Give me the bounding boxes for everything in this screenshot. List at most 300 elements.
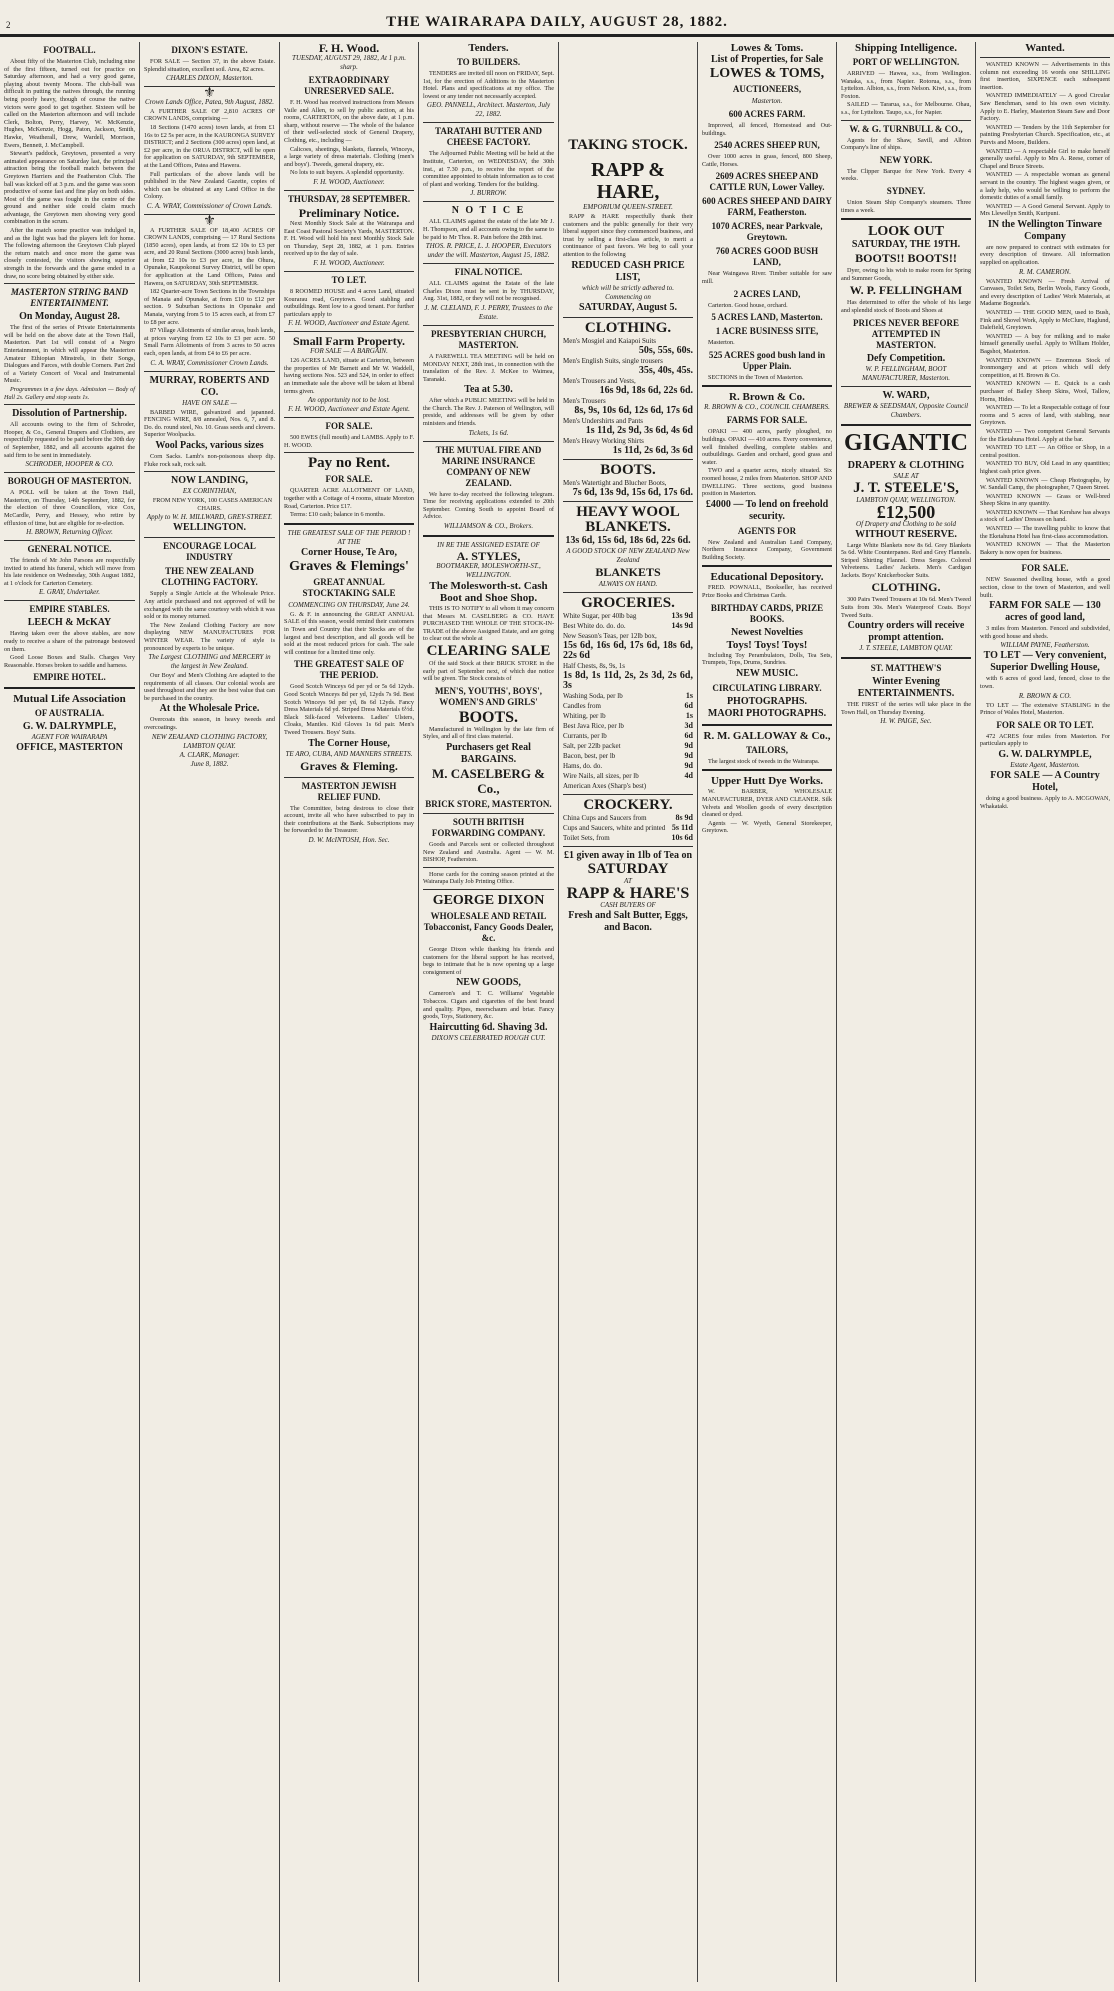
property-2: 2540 ACRES SHEEP RUN, xyxy=(714,140,820,151)
entertainments-signature: H. W. PAIGE, Sec. xyxy=(880,717,932,726)
new-goods: NEW GOODS, xyxy=(456,977,521,989)
crockery-heading: CROCKERY. xyxy=(583,796,673,813)
final-notice-text: ALL CLAIMS against the Estate of the late Charles Dixon must be sent in by THURSDAY, Aug. 31st, 1882, or they will not be recognised. xyxy=(423,280,554,303)
gigantic-heading: GIGANTIC xyxy=(843,429,969,456)
for-sale-heading: FOR SALE. xyxy=(1021,563,1069,574)
price-item: Wire Nails, all sizes, per lb xyxy=(563,771,639,780)
dalrymple-name: G. W. DALRYMPLE, xyxy=(22,721,117,733)
small-farm-opportunity: An opportunity not to be lost. xyxy=(307,396,391,405)
toys-heading: Toys! Toys! Toys! xyxy=(726,638,808,651)
dissolution-signature: SCHRODER, HOOPER & CO. xyxy=(25,460,114,469)
george-dixon-text: George Dixon while thanking his friends and customers for the liberal support he has received, begs to intimate that he is now opening up a large consignment of xyxy=(423,945,554,976)
price-row xyxy=(563,823,693,833)
price-value: 3d xyxy=(684,720,693,730)
column-4 xyxy=(419,42,558,1982)
price-row xyxy=(563,741,693,751)
property-3: 2609 ACRES SHEEP AND CATTLE RUN, Lower Valley. xyxy=(709,171,825,193)
boots-price-list xyxy=(563,478,693,498)
price-item: White Sugar, per 40lb bag xyxy=(563,611,637,620)
graves-fleming-2: Graves & Fleming. xyxy=(300,758,398,773)
divider xyxy=(841,386,971,387)
divider xyxy=(423,263,554,264)
heavy-wool-text: A GOOD STOCK OF NEW ZEALAND New Zealand xyxy=(566,546,690,564)
newest-novelties: Newest Novelties xyxy=(731,626,803,638)
small-farm-signature: F. H. WOOD, Auctioneer and Estate Agent. xyxy=(288,405,410,414)
nz-clothing-text: Supply a Single Article at the Wholesale Price. Any article purchased and not approved of will be exchanged with the same courtesy with which it was sold or its money returned. xyxy=(144,590,275,621)
crown-lands-text-2: Full particulars of the above lands will be published in the New Zealand Gazette, copies of which can be obtained at any Land Office in the Colony. xyxy=(144,170,275,201)
preliminary-heading: Preliminary Notice. xyxy=(298,205,400,220)
empire-hotel: EMPIRE HOTEL. xyxy=(33,672,106,683)
price-row xyxy=(563,611,693,621)
fh-wood-tail: No lots to suit buyers. A splendid opportunity. xyxy=(290,169,404,177)
birthday-cards: BIRTHDAY CARDS, PRIZE BOOKS. xyxy=(710,602,824,624)
wanted-5: WANTED — A respectable woman as general servant in the country. The highest wages given, or a lady help, who would be willing to perform the domestic duties of a small family. xyxy=(980,171,1110,202)
crown-lands-2-text-3: 87 Village Allotments of similar areas, bush lands, at prices varying from £2 10s to £3 per acre. 50 Small Farm Allotments of from 3 acres to 50 acres each, open lands, at from £4 to £6 per acre. xyxy=(144,327,275,357)
payne-signature: WILLIAM PAYNE, Featherston. xyxy=(1000,641,1090,650)
price-row xyxy=(563,386,693,396)
price-value: 16s 9d, 18s 6d, 22s 6d. xyxy=(599,384,693,396)
crown-lands-2-text: A FURTHER SALE OF 18,400 ACRES OF CROWN LANDS, comprising — 17 Rural Sections (1850 acres), open lands, at from £2 10s to £3 per acre, and 20 Rural Sections (3000 acres) bush lands, at from £2 10s to £3 per acre, in the Ohura, Opunake, Kaupokonui Survey District, will be open for application at the Land Offices, Patea and Hawera, on SATURDAY, 30th SEPTEMBER. xyxy=(144,226,275,287)
string-band-heading: MASTERTON STRING BAND ENTERTAINMENT. xyxy=(10,287,129,309)
divider xyxy=(144,471,275,472)
price-value: 6d xyxy=(684,700,693,710)
price-row xyxy=(563,621,693,631)
wanted-10: WANTED KNOWN — Enormous Stock of Ironmongery and at prices which will defy competition, at H. Brown & Co. xyxy=(980,356,1110,379)
final-notice-signature: J. M. CLELAND, F. J. PERRY, Trustees to the Estate. xyxy=(424,303,553,321)
price-value: 8s 9d xyxy=(675,812,693,822)
price-row xyxy=(563,751,693,761)
property-10: 525 ACRES good bush land in Upper Plain. xyxy=(708,349,826,371)
entertainments-text: THE FIRST of the series will take place in the Town Hall, on Thursday Evening. xyxy=(841,701,971,716)
tea-text: After which a PUBLIC MEETING will be held in the Church. The Rev. J. Paterson of Wellington, will preside, and addresses will be given by other ministers and friends. xyxy=(423,397,554,428)
dissolution-text: All accounts owing to the firm of Schroder, Hooper, & Co., General Drapers and Clothiers, are respectfully requested to be paid before the 30th day of September, 1882, and all accounts against the said firm to be sent in immediately. xyxy=(4,421,135,459)
divider xyxy=(423,813,554,814)
ward-heading: W. WARD, xyxy=(882,389,930,401)
crown-lands-signature: C. A. WRAY, Commissioner of Crown Lands. xyxy=(146,201,273,210)
prices-never: PRICES NEVER BEFORE ATTEMPTED IN MASTERTON. xyxy=(852,317,960,350)
divider xyxy=(563,501,693,502)
leech-mckay: LEECH & McKAY xyxy=(27,617,112,629)
styles-name: A. STYLES, xyxy=(456,549,521,564)
pay-no-rent-text: QUARTER ACRE ALLOTMENT OF LAND, together with a Cottage of 4 rooms, situate Moreton Road, Carterton. Price £17. xyxy=(284,487,414,510)
property-10-text: SECTIONS in the Town of Masterton. xyxy=(708,373,804,381)
dixon-estate-signature: CHARLES DIXON, Masterton. xyxy=(165,74,254,83)
rapp-hare-2: RAPP & HARE'S xyxy=(566,884,690,902)
wellington-tinware: IN the Wellington Tinware Company xyxy=(987,218,1102,242)
price-item: Whiting, per lb xyxy=(563,711,606,720)
price-item: Bacon, best, per lb xyxy=(563,751,616,760)
crest-icon: ⚜ xyxy=(203,213,216,229)
wanted-3: WANTED — Tenders by the 11th September for painting Presbyterian Church. Specification, etc., at Purvis and Moore, Builders. xyxy=(980,123,1110,146)
country-orders: Country orders will receive prompt attention. xyxy=(847,620,965,644)
upper-hutt-heading: Upper Hutt Dye Works. xyxy=(710,775,824,788)
divider xyxy=(423,441,554,442)
price-value: 7s 6d, 13s 9d, 15s 6d, 17s 6d. xyxy=(572,486,693,498)
nz-clothing-big: The Largest CLOTHING and MERCERY in the largest in New Zealand. xyxy=(148,653,271,671)
turnbull-heading: W. & G. TURNBULL & CO., xyxy=(849,123,963,134)
graves-date: COMMENCING ON THURSDAY, June 24. xyxy=(288,600,410,609)
fellingham-text: Has determined to offer the whole of his large and splendid stock of Boots and Shoes at xyxy=(841,299,971,314)
price-item: China Cups and Saucers from xyxy=(563,813,647,822)
price-value: 1s xyxy=(685,710,693,720)
caselberg-sub: BRICK STORE, MASTERTON. xyxy=(425,798,552,809)
boots-head: MEN'S, YOUTHS', BOYS', WOMEN'S AND GIRLS' xyxy=(435,685,542,707)
saturday-date: SATURDAY, August 5. xyxy=(579,301,677,313)
fh-wood-text: F. H. Wood has received instructions from Messrs Vaile and Allen, to sell by public auction, at his rooms, CARTERTON, on the above date, at 1 p.m. sharp, without reserve — The whole of the balance of their well-selected stock of General Drapery, Clothing, etc., including — xyxy=(284,99,414,144)
mutual-fire-text: We have to-day received the following telegram. Time for receiving applications extended to 20th September. Coming South to appoint Board of Advice. xyxy=(423,490,554,521)
price-value: 15s 6d, 16s 6d, 17s 6d, 18s 6d, 22s 6d xyxy=(563,639,693,661)
tailors-label: TAILORS, xyxy=(745,744,789,755)
divider xyxy=(563,459,693,460)
price-row xyxy=(563,406,693,416)
property-2-text: Over 1000 acres in grass, fenced, 800 Sheep, Cattle, Horses. xyxy=(702,153,832,168)
mutual-fire-heading: THE MUTUAL FIRE AND MARINE INSURANCE COMPANY OF NEW ZEALAND. xyxy=(435,444,542,488)
divider xyxy=(144,537,275,538)
price-value: 4d xyxy=(684,770,693,780)
price-row xyxy=(563,346,693,356)
football-text-3: After the match some practice was indulged in, and as the light was bad the players left for home. The following afternoon the Greytown Club played the return match and once more the game was closely contested, the visitors showing superior strength in the forwards and the game ended in a draw, no score being obtained by either side. xyxy=(4,227,135,280)
price-value: 9d xyxy=(684,760,693,770)
cash-buyers: CASH BUYERS OF xyxy=(600,900,656,909)
library: CIRCULATING LIBRARY. xyxy=(712,682,822,693)
divider xyxy=(423,535,554,537)
farms-heading: FARMS FOR SALE. xyxy=(726,415,808,426)
crockery-price-list xyxy=(563,813,693,843)
wanted-20: WANTED KNOWN — That the Masterton Bakery is now open for business. xyxy=(980,541,1110,556)
boots-shout: BOOTS!! BOOTS!! xyxy=(855,251,957,266)
presbyterian-text: A FAREWELL TEA MEETING will be held on MONDAY NEXT, 28th inst., in connection with the translation of the Rev. J. McKee to Waimea, Taranaki. xyxy=(423,352,554,383)
nz-clothing-text-3: Our Boys' and Men's Clothing Are adapted to the requirements of all classes. Our colonial wools are used throughout and they are the best value that can be purchased in the country. xyxy=(144,672,275,702)
price-item: Men's Mosgiel and Kaiapoi Suits xyxy=(563,336,657,345)
borough-text: A POLL will be taken at the Town Hall, Masterton, on Thursday, 14th September, 1882, for the election of three Councillors, vice Cox, McCardle, Perry, and Hessey, who retire by effluxion of time, but are eligible for re-election. xyxy=(4,489,135,527)
tenders-signature: GEO. PANNELL, Architect. Masterton, July 22, 1882. xyxy=(426,101,551,119)
winter-evening: Winter Evening xyxy=(872,676,940,688)
price-item: Currants, per lb xyxy=(563,731,607,740)
blankets-heading: BLANKETS xyxy=(595,564,661,579)
murray-text: BARBED WIRE, galvanized and japanned. FENCING WIRE, 8/8 annealed, Nos. 6, 7, and 8. Do. do. round steel, No. 10. Grass seeds and clovers. Superior Woolpacks. xyxy=(144,408,275,439)
price-value: 1s 11d, 2s 6d, 3s 6d xyxy=(612,444,693,456)
sale-or-let-heading: FOR SALE OR TO LET. xyxy=(996,719,1094,730)
george-dixon-sub: WHOLESALE AND RETAIL Tobacconist, Fancy Goods Dealer, &c. xyxy=(423,910,554,943)
empire-stables-heading: EMPIRE STABLES. xyxy=(29,604,110,615)
price-item: Toilet Sets, from xyxy=(563,833,610,842)
wanted-6: WANTED — A Good General Servant. Apply to Mrs Llewellyn Smith, Kuripuni. xyxy=(980,202,1110,218)
tenders-text: TENDERS are invited till noon on FRIDAY, Sept. 1st, for the erection of Additions to the Masterton Hotel. Plans and specifications at my office. The lowest or any tender not necessarily accepted. xyxy=(423,70,554,100)
country-hotel: FOR SALE — A Country Hotel, xyxy=(990,769,1100,793)
fh-wood-list: Calicoes, sheetings, blankets, flannels, Winceys, a large variety of dress materials. Clothing (men's and boys'). Tweeds, general drapery, etc. xyxy=(284,145,414,168)
price-value: 6d xyxy=(684,730,693,740)
property-1-text: Improved, all fenced, Homestead and Out-buildings. xyxy=(702,122,832,137)
bargains: Purchasers get Real BARGAINS. xyxy=(446,741,531,765)
gigantic-sale: SALE AT xyxy=(893,471,919,480)
divider xyxy=(4,687,135,689)
divider xyxy=(980,559,1110,560)
fh-wood-heading: F. H. Wood. xyxy=(318,42,380,55)
taratahi-heading: TARATAHI BUTTER AND CHEESE FACTORY. xyxy=(434,126,542,148)
divider xyxy=(702,769,832,771)
price-item: Candles from xyxy=(563,701,601,710)
boots-text: Manufactured in Wellington by the late firm of Styles, and all of first class material. xyxy=(423,725,554,741)
acres-text: 472 ACRES four miles from Masterton. For particulars apply to xyxy=(980,732,1110,748)
property-5: 1070 ACRES, near Parkvale, Greytown. xyxy=(711,221,823,243)
football-text: About fifty of the Masterton Club, including nine of the first fifteen, turned out for practice on Saturday afternoon, and had a very good game, playing about twenty Moons. The club-ball was difficult in putting the natives through, the running being poorly heavy, though of course the native victors were good to get together. Sixteen will be called on the Masterton afternoon and will include Clerk, Bolton, Perry, Harvey, W. McKenzie, Hughes, McKenzie, Hogg, Paton, Jackson, Smith, Hawke, Weatherall, Drew, Wardell, Morrison, Ewers, Bennett, J. McCampbell. xyxy=(4,58,135,149)
masterton-label: Masterton. xyxy=(751,97,783,105)
educational-text: FRED. POWNALL, Bookseller, has received Prize Books and Christmas Cards. xyxy=(702,584,832,600)
graves-head: THE GREATEST SALE OF THE PERIOD ! AT THE xyxy=(287,528,411,546)
auctioneers: AUCTIONEERS, xyxy=(732,84,802,94)
column-6 xyxy=(698,42,836,1982)
grocery-price-list xyxy=(563,611,693,791)
price-value: 1s 11d, 2s 9d, 3s 6d, 4s 6d xyxy=(585,424,693,436)
divider xyxy=(284,417,414,418)
country-hotel-text: doing a good business. Apply to A. MCGOWAN, Whakataki. xyxy=(980,794,1110,810)
divider xyxy=(144,371,275,372)
string-band-date: On Monday, August 28. xyxy=(19,311,120,323)
wellington-label: WELLINGTON. xyxy=(173,522,246,534)
mutual-life-heading: Mutual Life Association xyxy=(13,693,126,706)
fh-wood-title: EXTRAORDINARY UNRESERVED SALE. xyxy=(304,75,394,96)
price-value: 1s xyxy=(685,690,693,700)
divider xyxy=(841,120,971,121)
given-saturday: SATURDAY xyxy=(587,860,669,877)
fresh-butter: Fresh and Salt Butter, Eggs, and Bacon. xyxy=(568,909,688,933)
small-farm-text: 126 ACRES LAND, situate at Carterton, between the properties of Mr Barnett and Mr W. Waddell, having sections Nos. 523 and 524, in order to effect an immediate sale the above will be taken at liberal terms given. xyxy=(284,357,414,395)
price-item: Half Chests, 8s, 9s, 1s xyxy=(563,661,626,670)
price-item: Men's Trousers xyxy=(563,396,606,405)
property-7: 2 ACRES LAND, xyxy=(733,288,801,299)
football-text-2: Stewart's paddock, Greytown, presented a very animated appearance on Saturday last, the principal attraction being the football match between the Greytown Harriers and the Featherston Club. The ball was kicked off at 3 p.m. and the game was soon productive of some fast and fine play on both sides. Most of the game was fought in the centre of the ground and neither side could claim much advantage, the Greytown men showing very good combination in the scrum. xyxy=(4,150,135,226)
price-row xyxy=(563,721,693,731)
ward-sub: BREWER & SEEDSMAN, Opposite Council Chambers. xyxy=(843,401,969,419)
relief-fund-heading: MASTERTON JEWISH RELIEF FUND. xyxy=(301,780,397,802)
without-reserve: WITHOUT RESERVE. xyxy=(855,528,957,540)
r-brown-sub: R. BROWN & CO., COUNCIL CHAMBERS. xyxy=(704,403,830,412)
wanted-2: WANTED IMMEDIATELY — A good Circular Saw Benchman, send to his own own vicinity. Apply to E. Harley, Masterton Steam Saw and Door Factory. xyxy=(980,92,1110,123)
price-row xyxy=(563,671,693,691)
office-label: OFFICE, MASTERTON xyxy=(16,742,123,754)
masthead-rule xyxy=(0,34,1114,37)
nz-clothing-heading: THE NEW ZEALAND CLOTHING FACTORY. xyxy=(161,566,258,588)
steele-heading: J. T. STEELE'S, xyxy=(853,479,959,496)
clothing-heading: CLOTHING. xyxy=(871,580,941,595)
taratahi-signature: J. BURROW. xyxy=(470,189,507,198)
crown-lands-2-signature: C. A. WRAY, Commissioner Crown Lands. xyxy=(150,358,269,367)
rapp-hare-heading: RAPP & HARE, xyxy=(591,159,665,203)
upper-hutt-text: W. BARBER, WHOLESALE MANUFACTURER, DYER AND CLEANER. Silk Velvets and Woollen goods of every description cleaned or dyed. xyxy=(702,788,832,819)
property-8: 5 ACRES LAND, Masterton. xyxy=(711,312,823,323)
south-british-text: Goods and Parcels sent or collected throughout New Zealand and Australia. Agent — W. M. BISHOP, Featherston. xyxy=(423,840,554,864)
price-value: 9d xyxy=(684,740,693,750)
wellington-tinware-text: are now prepared to contract with estimates for every description of tinware. All information supplied on application. xyxy=(980,243,1110,267)
farms-text: OPAKI — 400 acres, partly ploughed, no buildings. OPAKI — 410 acres. Every convenience, well finished dwelling, complete stables and outbuildings. Garden and orchard, good grass and water. xyxy=(702,428,832,466)
property-1: 600 ACRES FARM. xyxy=(728,109,806,119)
money-to-lend: £4000 — To lend on freehold security. xyxy=(705,498,829,522)
blankets-sub: ALWAYS ON HAND. xyxy=(598,579,658,588)
tea-heading: Tea at 5.30. xyxy=(464,384,513,396)
price-item: Men's Heavy Working Shirts xyxy=(563,436,644,445)
mutual-fire-signature: WILLIAMSON & CO., Brokers. xyxy=(443,522,534,531)
page-number: 2 xyxy=(6,20,11,30)
given-away: £1 given away in 1lb of Tea on xyxy=(563,849,693,861)
divider xyxy=(4,404,135,405)
pay-no-rent-terms: Terms: £10 cash; balance in 6 months. xyxy=(290,511,385,519)
price-item: Washing Soda, per lb xyxy=(563,691,623,700)
steele-sub: LAMBTON QUAY, WELLINGTON. xyxy=(856,495,956,504)
to-let-signature: R. BROWN & CO. xyxy=(1018,691,1072,700)
borough-heading: BOROUGH OF MASTERTON. xyxy=(7,476,132,487)
landing-apply: Apply to W. H. MILLWARD, GREY-STREET. xyxy=(146,513,273,522)
property-6-text: Near Waingawa River. Timber suitable for saw mill. xyxy=(702,270,832,285)
price-row xyxy=(563,711,693,721)
crown-lands-head: A FURTHER SALE OF 2,810 ACRES OF CROWN LANDS, comprising — xyxy=(144,107,275,123)
price-value: 9d xyxy=(684,750,693,760)
final-notice-heading: FINAL NOTICE. xyxy=(454,267,523,278)
preliminary-signature: F. H. WOOD, Auctioneer. xyxy=(313,258,385,267)
murray-sub: HAVE ON SALE — xyxy=(182,398,237,407)
price-row xyxy=(563,488,693,498)
heavy-wool-blankets-heading: HEAVY WOOL BLANKETS. xyxy=(576,503,680,535)
price-item: Best Java Rice, per lb xyxy=(563,721,624,730)
divider xyxy=(841,218,971,220)
divider xyxy=(4,600,135,601)
fellingham-signature: W. P. FELLINGHAM, BOOT MANUFACTURER, Masterton. xyxy=(862,364,950,382)
nz-clothing-date: June 8, 1882. xyxy=(190,759,229,768)
price-value: 8s, 9s, 10s 6d, 12s 6d, 17s 6d xyxy=(574,404,693,416)
for-sale-text: NEW Seasoned dwelling house, with a good section, close to the town of Masterton, and well built. xyxy=(980,576,1110,599)
to-let-text: 8 ROOMED HOUSE and 4 acres Land, situated Kourarau road, Greytown. Good stabling and outbuildings. Rent low to a good tenant. For further particulars apply to xyxy=(284,287,414,318)
graves-signature: The Corner House, xyxy=(308,737,390,749)
clearing-sale-heading: CLEARING SALE xyxy=(426,643,551,659)
wanted-19: WANTED — The travelling public to know that the Eketahuna Hotel has first-class accommodation. xyxy=(980,525,1110,540)
column-3 xyxy=(280,42,418,1982)
given-at: AT xyxy=(624,876,632,885)
galloway-text: The largest stock of tweeds in the Wairarapa. xyxy=(708,757,820,765)
dixon-estate-heading: DIXON'S ESTATE. xyxy=(171,45,248,55)
preliminary-text: Next Monthly Stock Sale at the Wairarapa and East Coast Pastoral Society's Yards, MASTERTON. F. H. Wood will hold his next Monthly Stock Sale on Thursday, Sept 28, 1882, at 1 p.m. Entries received up to the day of sale. xyxy=(284,219,414,258)
dalrymple-name: G. W. DALRYMPLE, xyxy=(998,748,1092,760)
column-7 xyxy=(837,42,975,1982)
to-let-signature: F. H. WOOD, Auctioneer and Estate Agent. xyxy=(288,319,410,328)
wanted-14: WANTED TO LET — An Office or Shop, in a central position. xyxy=(980,444,1110,459)
price-item: Best White do. do. do. xyxy=(563,621,626,630)
price-item: Salt, per 22lb packet xyxy=(563,741,621,750)
divider xyxy=(284,523,414,525)
tea-tickets: Tickets, 1s 6d. xyxy=(468,428,509,437)
clothing-text: 300 Pairs Tweed Trousers at 10s 6d. Men's Tweed Suits from 30s. Men's Waterproof Coats. Boys' Tweed Suits. xyxy=(841,596,971,619)
rapp-hare-text: RAPP & HARE respectfully thank their customers and the public generally for their very liberal support since they commenced business, and trust by selling a first-class article, to merit a continuance of past favors. We beg to call your attention to the following xyxy=(563,213,693,258)
corner-house: Corner House, Te Aro, xyxy=(300,546,398,558)
to-let-text: with 6 acres of good land, fenced, close to the town. xyxy=(980,675,1110,690)
divider xyxy=(563,592,693,593)
wanted-17: WANTED KNOWN — Grass or Well-bred Sheep Skins in any quantity. xyxy=(980,492,1110,508)
notice-heading: GENERAL NOTICE. xyxy=(27,544,112,555)
horse-cards: Horse cards for the coming season printed at the Wairarapa Daily Job Printing Office. xyxy=(423,870,554,886)
wanted-13: WANTED — Two competent General Servants for the Eketahuna Hotel. Apply at the bar. xyxy=(980,427,1110,443)
price-row xyxy=(563,813,693,823)
divider xyxy=(841,424,971,426)
divider xyxy=(423,867,554,868)
column-1 xyxy=(0,42,139,1982)
divider xyxy=(4,472,135,473)
price-value: 14s 9d xyxy=(671,620,693,630)
wool-packs: Wool Packs, various sizes xyxy=(155,439,264,451)
commencing: Commencing on xyxy=(605,292,651,301)
divider xyxy=(980,57,1110,58)
boots-heading: BOOTS. xyxy=(600,461,656,478)
clothing-heading: CLOTHING. xyxy=(584,319,672,336)
reduced-price-list: REDUCED CASH PRICE LIST, xyxy=(571,259,685,283)
farm-for-sale: FARM FOR SALE — 130 acres of good land, xyxy=(989,600,1101,624)
divider xyxy=(4,283,135,284)
caselberg-text: THIS IS TO NOTIFY to all whom it may concern that Messrs M. CASELBERG & CO. HAVE PURCHASED THE WHOLE OF THE STOCK-IN-TRADE of the above Assigned Estate, and are going to clear out the whole at xyxy=(423,605,554,643)
to-let-dwelling: TO LET — Very convenient, Superior Dwelling House, xyxy=(983,650,1107,674)
photographs: PHOTOGRAPHS. xyxy=(726,695,808,707)
graves-flemings-heading: Graves & Flemings' xyxy=(289,558,409,574)
price-value: 50s, 55s, 60s. xyxy=(638,344,693,356)
nz-clothing-text-2: The New Zealand Clothing Factory are now displaying NEW MANUFACTURES FOR WINTER WEAR. The variety of style is pronounced by experts to be unique. xyxy=(144,621,275,652)
nz-clothing-signature: NEW ZEALAND CLOTHING FACTORY, LAMBTON QUAY. xyxy=(151,732,268,750)
crown-lands-text: 18 Sections (1470 acres) town lands, at from £1 16s to £2 5s per acre, in the KAURONGA SURVEY DISTRICT; and 2 Sections (300 acres) open land, at £2 per acre, in the ORUA DISTRICT, will be open for application on SATURDAY, 9th SEPTEMBER, at the Land Offices, Patea and Hawera. xyxy=(144,123,275,169)
dixon-tail: DIXON'S CELEBRATED ROUGH CUT. xyxy=(431,1033,546,1042)
small-farm-heading: Small Farm Property. xyxy=(292,334,406,349)
price-item: New Season's Teas, per 12lb box, xyxy=(563,631,657,640)
landing-sub: EX CORINTHIAN, xyxy=(182,487,237,496)
divider xyxy=(423,122,554,123)
styles-title: IN RE THE ASSIGNED ESTATE OF xyxy=(437,541,540,550)
relief-fund-text: The Committee, being desirous to close their account, invite all who have subscribed to pay in their contributions at the Bank. Subscriptions may be forwarded to the Treasurer. xyxy=(284,804,414,835)
string-band-text: The first of the series of Private Entertainments will be held on the above date at the Town Hall, Masterton. Part 1st will consist of a Negro Entertainment, in which will appear the Masterton Amateur Ethiopian Minstrels, in their Songs, Dialogues and Farces, with double Corners. Part 2nd of a Variety Concert of Vocal and Instrumental Music. xyxy=(4,324,135,385)
defy-competition: Defy Competition. xyxy=(866,352,946,364)
george-dixon-heading: GEORGE DIXON xyxy=(432,892,545,908)
lowes-toms-heading: Lowes & Toms. xyxy=(730,42,804,54)
dixon-estate-text: FOR SALE — Section 37, in the above Estate. Splendid situation, excellent soil. Area, 82 acres. xyxy=(144,58,275,73)
leech-text: Having taken over the above stables, are now ready to receive a share of the patronage bestowed on them. xyxy=(4,630,135,653)
price-item: Cups and Saucers, white and printed xyxy=(563,823,666,832)
price-row xyxy=(563,641,693,661)
styles-sub: BOOTMAKER, MOLESWORTH-ST., WELLINGTON. xyxy=(436,562,541,580)
football-heading: FOOTBALL. xyxy=(43,45,96,55)
divider xyxy=(702,565,832,567)
crown-lands-heading: Crown Lands Office, Patea, 9th August, 1882. xyxy=(144,97,275,106)
look-out-heading: LOOK OUT xyxy=(868,224,944,240)
agents-heading: AGENTS FOR xyxy=(737,525,797,536)
clearing-text: Of the said Stock at their BRICK STORE in the early part of September next, of which due notice will be given. The Stock consists of xyxy=(423,660,554,683)
cameron-signature: R. M. CAMERON. xyxy=(1019,267,1071,276)
wanted-8: WANTED — THE GOOD MEN, used to Bush, Fink and Shovel Work, Apply to McClure, Haglund, Dalefield, Greytown. xyxy=(980,309,1110,332)
price-row xyxy=(563,833,693,843)
price-item: Men's Undershirts and Pants xyxy=(563,416,644,425)
price-item: Men's English Suits, single trousers xyxy=(563,356,663,365)
agents-text: New Zealand and Australian Land Company, Northern Insurance Company, Government Building Society. xyxy=(702,538,832,561)
leech-tail: Good Loose Boxes and Stalls. Charges Very Reasonable. Horses broken to saddle and harness. xyxy=(4,654,135,669)
amount-text: Of Drapery and Clothing to be sold xyxy=(856,519,956,528)
overcoats: Overcoats this season, in heavy tweeds and overcoatings. xyxy=(144,716,275,732)
divider xyxy=(563,846,693,847)
look-out-date: SATURDAY, THE 19TH. xyxy=(851,239,961,251)
wanted-12: WANTED — To let a Respectable cottage of four rooms and 5 acres of land, with stabling, near Greytown. xyxy=(980,404,1110,427)
dissolution-heading: Dissolution of Partnership. xyxy=(12,408,127,420)
notice-signature: E. GRAY, Undertaker. xyxy=(39,588,100,597)
masthead-title: THE WAIRARAPA DAILY, AUGUST 28, 1882. xyxy=(386,14,728,30)
r-brown-heading: R. Brown & Co. xyxy=(729,391,805,404)
dalrymple-sub: Estate Agent, Masterton. xyxy=(1010,760,1080,769)
sydney-text: Union Steam Ship Company's steamers. Three times a week. xyxy=(841,198,971,214)
port-heading: PORT OF WELLINGTON. xyxy=(852,57,960,67)
ewes-text: 500 EWES (full mouth) and LAMBS. Apply to F. H. WOOD. xyxy=(284,434,414,449)
maori-photographs: MAORI PHOTOGRAPHS. xyxy=(707,707,827,719)
shipping-heading: Shipping Intelligence. xyxy=(854,42,958,54)
column-8 xyxy=(976,42,1114,1982)
